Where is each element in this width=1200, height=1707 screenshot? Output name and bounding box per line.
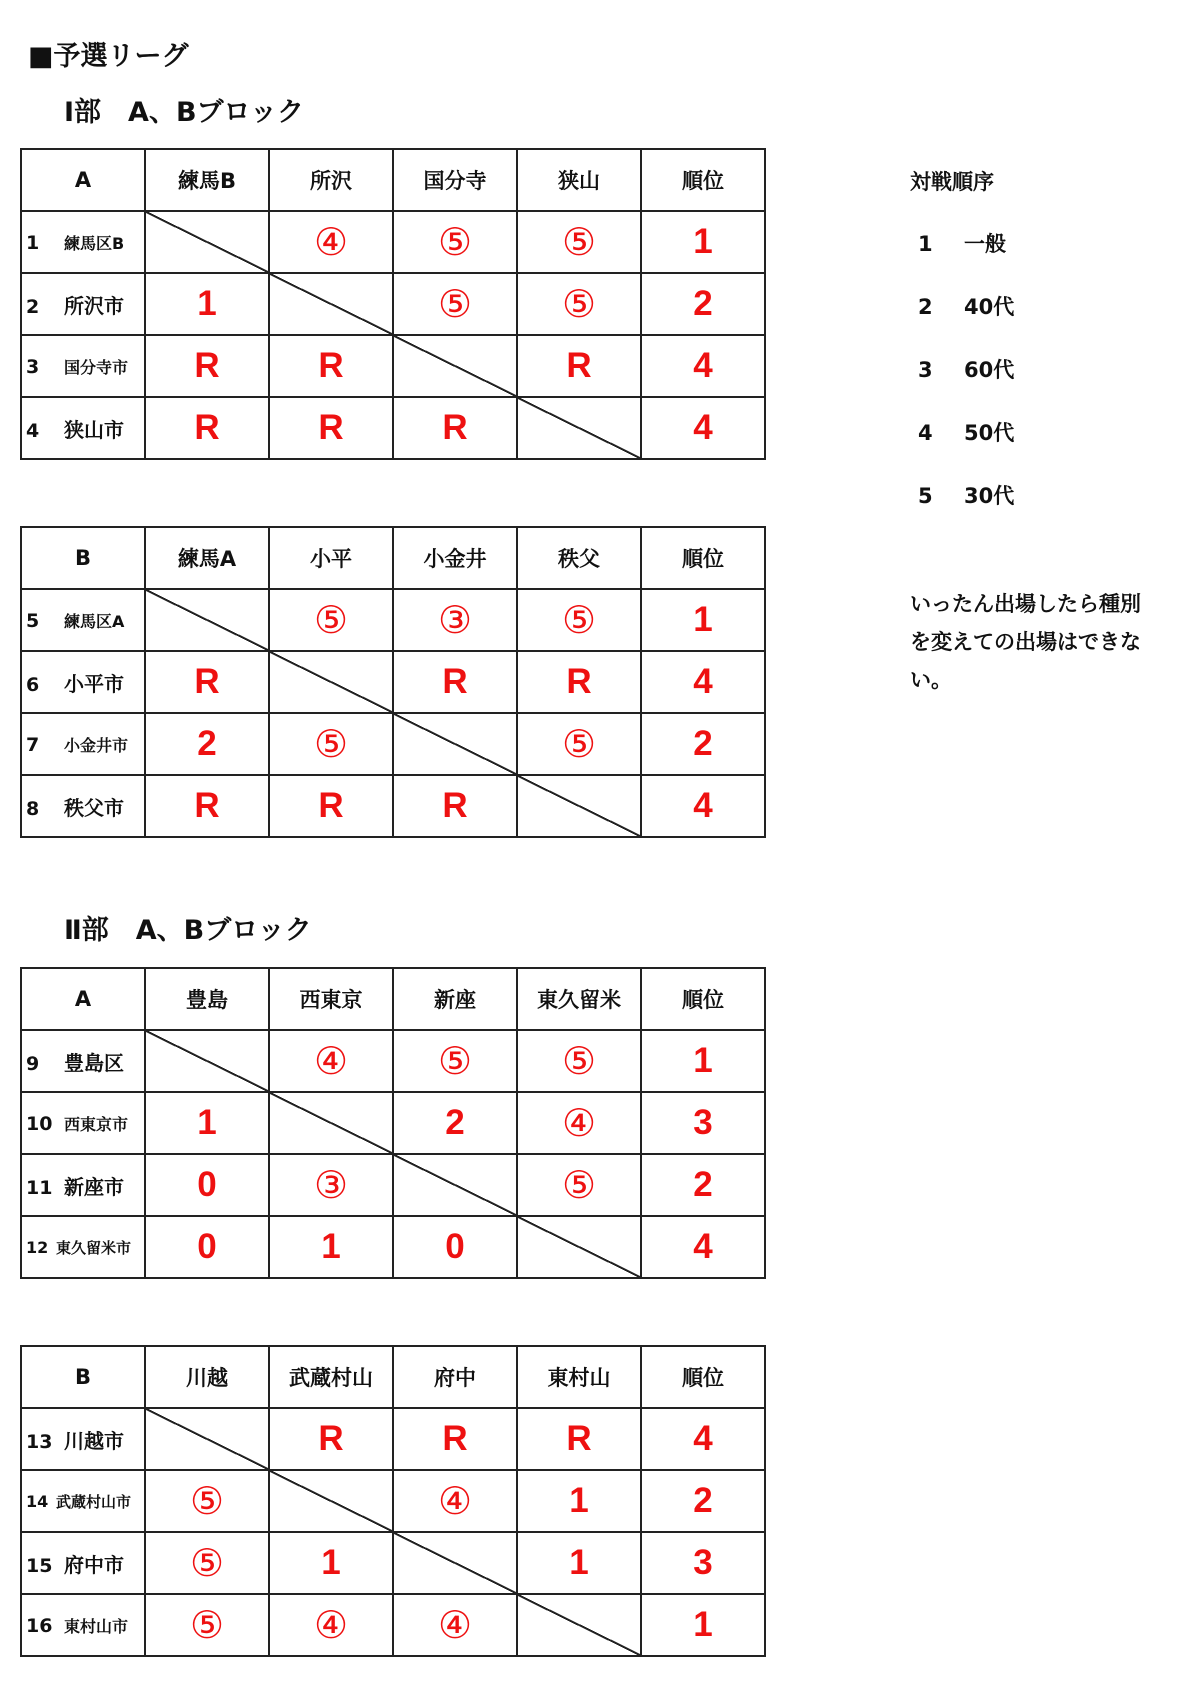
team-label <box>21 1532 145 1594</box>
result-cell <box>517 1408 641 1470</box>
result-value: ④ <box>313 220 349 264</box>
result-cell <box>393 1470 517 1532</box>
result-value: ⑤ <box>437 282 473 326</box>
header-row <box>21 1346 765 1408</box>
team-name: 小平市 <box>64 671 124 696</box>
match-order-item <box>918 480 1014 510</box>
team-header: 豊島 <box>145 968 269 1030</box>
team-number: 10 <box>26 1112 53 1135</box>
result-value: R <box>566 1419 592 1458</box>
result-value: ⑤ <box>437 220 473 264</box>
header-row <box>21 149 765 211</box>
table-row <box>21 1216 765 1278</box>
team-name: 東久留米市 <box>56 1238 132 1257</box>
result-value: 1 <box>569 1543 589 1582</box>
section-title-1: Ⅰ部 A、Bブロック <box>64 97 304 128</box>
team-label <box>21 1092 145 1154</box>
result-cell <box>145 651 269 713</box>
rank-value: 2 <box>693 1481 713 1520</box>
rank-value: 1 <box>693 600 713 639</box>
team-label <box>21 273 145 335</box>
diagonal-cell <box>269 651 393 713</box>
team-name: 狭山市 <box>64 417 124 442</box>
team-label <box>21 1408 145 1470</box>
result-cell <box>517 1092 641 1154</box>
header-row <box>21 968 765 1030</box>
match-order-item <box>918 228 1006 258</box>
result-cell <box>269 713 393 775</box>
result-cell <box>269 335 393 397</box>
result-cell <box>393 397 517 459</box>
league-table-2b <box>20 1345 766 1657</box>
result-cell <box>145 775 269 837</box>
result-value: R <box>194 662 220 701</box>
team-number: 9 <box>26 1052 40 1075</box>
team-header: 西東京 <box>269 968 393 1030</box>
result-value: R <box>442 662 468 701</box>
team-label <box>21 211 145 273</box>
diagonal-cell <box>393 1154 517 1216</box>
table-row <box>21 1532 765 1594</box>
diagonal-cell <box>269 1470 393 1532</box>
team-label <box>21 651 145 713</box>
table-row <box>21 335 765 397</box>
result-value: ⑤ <box>561 1039 597 1083</box>
team-label <box>21 713 145 775</box>
table-row <box>21 651 765 713</box>
result-cell <box>517 335 641 397</box>
result-value: ③ <box>313 1163 349 1207</box>
team-header: 小金井 <box>393 527 517 589</box>
header-row <box>21 527 765 589</box>
table-row <box>21 397 765 459</box>
result-cell <box>269 397 393 459</box>
rank-value: 4 <box>693 346 713 385</box>
result-value: ④ <box>437 1603 473 1647</box>
result-cell <box>269 1216 393 1278</box>
team-label <box>21 397 145 459</box>
match-order-item <box>918 291 1014 321</box>
result-cell <box>145 397 269 459</box>
result-cell <box>517 1154 641 1216</box>
team-number: 11 <box>26 1176 53 1199</box>
match-order-title: 対戦順序 <box>910 170 994 194</box>
result-value: ⑤ <box>313 598 349 642</box>
team-name: 府中市 <box>64 1552 124 1577</box>
result-cell <box>393 211 517 273</box>
result-value: 0 <box>445 1227 465 1266</box>
result-cell <box>145 1594 269 1656</box>
result-value: ⑤ <box>437 1039 473 1083</box>
rank-header: 順位 <box>641 527 765 589</box>
team-number: 8 <box>26 797 40 820</box>
rank-value: 4 <box>693 662 713 701</box>
rank-value: 2 <box>693 724 713 763</box>
match-order-num: 1 <box>918 232 933 256</box>
result-cell <box>517 713 641 775</box>
diagonal-cell <box>393 713 517 775</box>
rank-cell <box>641 1216 765 1278</box>
diagonal-cell <box>517 1216 641 1278</box>
rank-cell <box>641 1532 765 1594</box>
match-order-label: 40代 <box>964 295 1015 319</box>
result-cell <box>145 1532 269 1594</box>
rank-cell <box>641 1030 765 1092</box>
rank-cell <box>641 1470 765 1532</box>
rank-header: 順位 <box>641 149 765 211</box>
rank-value: 4 <box>693 408 713 447</box>
team-number: 12 <box>26 1237 49 1257</box>
diagonal-cell <box>517 397 641 459</box>
result-value: R <box>318 1419 344 1458</box>
page-title: ■予選リーグ <box>28 41 189 72</box>
result-value: R <box>318 408 344 447</box>
result-value: 1 <box>197 284 217 323</box>
result-cell <box>393 1216 517 1278</box>
team-number: 4 <box>26 419 40 442</box>
rank-value: 4 <box>693 786 713 825</box>
diagonal-cell <box>269 273 393 335</box>
result-value: ⑤ <box>561 598 597 642</box>
block-label: A <box>21 968 145 1030</box>
team-label <box>21 1154 145 1216</box>
match-order-label: 30代 <box>964 484 1015 508</box>
team-header: 練馬B <box>145 149 269 211</box>
result-cell <box>145 335 269 397</box>
table-row <box>21 273 765 335</box>
league-table-1a <box>20 148 766 460</box>
result-cell <box>393 273 517 335</box>
team-number: 5 <box>26 609 40 632</box>
result-value: ⑤ <box>561 282 597 326</box>
table-row <box>21 1408 765 1470</box>
team-name: 東村山市 <box>64 1616 129 1636</box>
table-row <box>21 775 765 837</box>
result-cell <box>145 273 269 335</box>
team-name: 西東京市 <box>64 1114 129 1134</box>
league-table-2a <box>20 967 766 1279</box>
rank-cell <box>641 1092 765 1154</box>
result-value: ④ <box>313 1039 349 1083</box>
rank-value: 4 <box>693 1419 713 1458</box>
rank-value: 1 <box>693 1605 713 1644</box>
team-label <box>21 1030 145 1092</box>
result-value: 1 <box>197 1103 217 1142</box>
result-value: R <box>442 408 468 447</box>
rank-header: 順位 <box>641 1346 765 1408</box>
team-number: 13 <box>26 1430 53 1453</box>
team-header: 東久留米 <box>517 968 641 1030</box>
team-number: 1 <box>26 231 40 254</box>
result-value: R <box>194 346 220 385</box>
rank-value: 1 <box>693 1041 713 1080</box>
result-cell <box>517 1470 641 1532</box>
result-cell <box>269 775 393 837</box>
result-cell <box>269 1030 393 1092</box>
rank-cell <box>641 211 765 273</box>
section-title-2: Ⅱ部 A、Bブロック <box>64 915 312 946</box>
table-row <box>21 1594 765 1656</box>
match-order-label: 一般 <box>964 232 1006 256</box>
result-value: R <box>442 786 468 825</box>
result-cell <box>145 1216 269 1278</box>
team-header: 小平 <box>269 527 393 589</box>
team-label <box>21 1470 145 1532</box>
result-value: ⑤ <box>561 1163 597 1207</box>
match-order-item <box>918 354 1014 384</box>
match-order-label: 50代 <box>964 421 1015 445</box>
team-header: 国分寺 <box>393 149 517 211</box>
rank-cell <box>641 1408 765 1470</box>
match-order-label: 60代 <box>964 358 1015 382</box>
team-header: 府中 <box>393 1346 517 1408</box>
team-header: 練馬A <box>145 527 269 589</box>
diagonal-cell <box>393 335 517 397</box>
rank-value: 2 <box>693 1165 713 1204</box>
result-value: ④ <box>437 1479 473 1523</box>
result-cell <box>517 589 641 651</box>
result-value: 1 <box>321 1543 341 1582</box>
result-cell <box>269 589 393 651</box>
rank-cell <box>641 397 765 459</box>
team-name: 川越市 <box>64 1428 124 1453</box>
team-name: 武蔵村山市 <box>56 1492 132 1511</box>
result-value: R <box>566 346 592 385</box>
result-value: ⑤ <box>189 1479 225 1523</box>
team-name: 練馬区A <box>64 611 125 631</box>
table-row <box>21 1154 765 1216</box>
diagonal-cell <box>393 1532 517 1594</box>
match-order-num: 5 <box>918 484 933 508</box>
diagonal-cell <box>145 211 269 273</box>
diagonal-cell <box>517 775 641 837</box>
rank-cell <box>641 651 765 713</box>
result-cell <box>517 1030 641 1092</box>
result-cell <box>517 273 641 335</box>
result-value: ⑤ <box>189 1603 225 1647</box>
result-cell <box>393 775 517 837</box>
result-value: R <box>318 786 344 825</box>
result-value: ④ <box>313 1603 349 1647</box>
league-table-1b <box>20 526 766 838</box>
team-header: 秩父 <box>517 527 641 589</box>
team-number: 15 <box>26 1554 53 1577</box>
result-cell <box>269 1154 393 1216</box>
result-cell <box>269 1408 393 1470</box>
result-cell <box>145 1154 269 1216</box>
result-cell <box>517 1532 641 1594</box>
result-value: 2 <box>445 1103 465 1142</box>
rank-value: 2 <box>693 284 713 323</box>
table-row <box>21 713 765 775</box>
rank-value: 4 <box>693 1227 713 1266</box>
result-value: ④ <box>561 1101 597 1145</box>
result-cell <box>517 211 641 273</box>
rank-value: 1 <box>693 222 713 261</box>
rank-header: 順位 <box>641 968 765 1030</box>
match-order-item <box>918 417 1014 447</box>
rank-cell <box>641 713 765 775</box>
team-name: 新座市 <box>64 1174 124 1199</box>
result-value: ⑤ <box>561 220 597 264</box>
diagonal-cell <box>517 1594 641 1656</box>
result-cell <box>145 1470 269 1532</box>
team-name: 練馬区B <box>64 233 125 253</box>
block-label: B <box>21 527 145 589</box>
rank-cell <box>641 335 765 397</box>
result-cell <box>393 651 517 713</box>
team-number: 3 <box>26 355 40 378</box>
result-value: ⑤ <box>313 722 349 766</box>
match-order-num: 4 <box>918 421 933 445</box>
diagonal-cell <box>145 589 269 651</box>
result-cell <box>517 651 641 713</box>
team-label <box>21 1594 145 1656</box>
block-label: A <box>21 149 145 211</box>
rules-note: いったん出場したら種別を変えての出場はできない。 <box>910 592 1141 692</box>
diagonal-cell <box>145 1408 269 1470</box>
result-value: R <box>194 408 220 447</box>
result-value: R <box>318 346 344 385</box>
team-name: 秩父市 <box>64 795 124 820</box>
result-cell <box>269 211 393 273</box>
team-name: 小金井市 <box>64 735 129 755</box>
team-header: 東村山 <box>517 1346 641 1408</box>
team-header: 新座 <box>393 968 517 1030</box>
result-cell <box>145 713 269 775</box>
team-header: 狭山 <box>517 149 641 211</box>
result-value: 1 <box>569 1481 589 1520</box>
result-value: 1 <box>321 1227 341 1266</box>
result-cell <box>393 1092 517 1154</box>
team-number: 16 <box>26 1614 53 1637</box>
result-value: R <box>194 786 220 825</box>
team-header: 川越 <box>145 1346 269 1408</box>
table-row <box>21 1030 765 1092</box>
team-label <box>21 589 145 651</box>
rank-value: 3 <box>693 1103 713 1142</box>
rank-cell <box>641 589 765 651</box>
result-cell <box>393 1408 517 1470</box>
result-cell <box>393 589 517 651</box>
result-value: ⑤ <box>561 722 597 766</box>
team-name: 豊島区 <box>64 1050 124 1075</box>
table-row <box>21 589 765 651</box>
table-row <box>21 211 765 273</box>
result-cell <box>145 1092 269 1154</box>
rank-cell <box>641 1594 765 1656</box>
team-label <box>21 1216 145 1278</box>
team-header: 武蔵村山 <box>269 1346 393 1408</box>
table-row <box>21 1470 765 1532</box>
team-name: 所沢市 <box>64 293 124 318</box>
result-cell <box>393 1594 517 1656</box>
team-name: 国分寺市 <box>64 357 129 377</box>
result-cell <box>269 1594 393 1656</box>
team-header: 所沢 <box>269 149 393 211</box>
result-value: R <box>442 1419 468 1458</box>
team-number: 14 <box>26 1491 49 1511</box>
table-row <box>21 1092 765 1154</box>
result-value: R <box>566 662 592 701</box>
rank-value: 3 <box>693 1543 713 1582</box>
team-number: 6 <box>26 673 40 696</box>
result-value: 2 <box>197 724 217 763</box>
team-label <box>21 335 145 397</box>
rank-cell <box>641 775 765 837</box>
team-number: 7 <box>26 733 40 756</box>
block-label: B <box>21 1346 145 1408</box>
result-value: ⑤ <box>189 1541 225 1585</box>
diagonal-cell <box>145 1030 269 1092</box>
rank-cell <box>641 1154 765 1216</box>
result-value: 0 <box>197 1165 217 1204</box>
match-order-num: 3 <box>918 358 933 382</box>
match-order-num: 2 <box>918 295 933 319</box>
team-number: 2 <box>26 295 40 318</box>
result-value: ③ <box>437 598 473 642</box>
diagonal-cell <box>269 1092 393 1154</box>
rank-cell <box>641 273 765 335</box>
result-cell <box>393 1030 517 1092</box>
team-label <box>21 775 145 837</box>
result-cell <box>269 1532 393 1594</box>
result-value: 0 <box>197 1227 217 1266</box>
